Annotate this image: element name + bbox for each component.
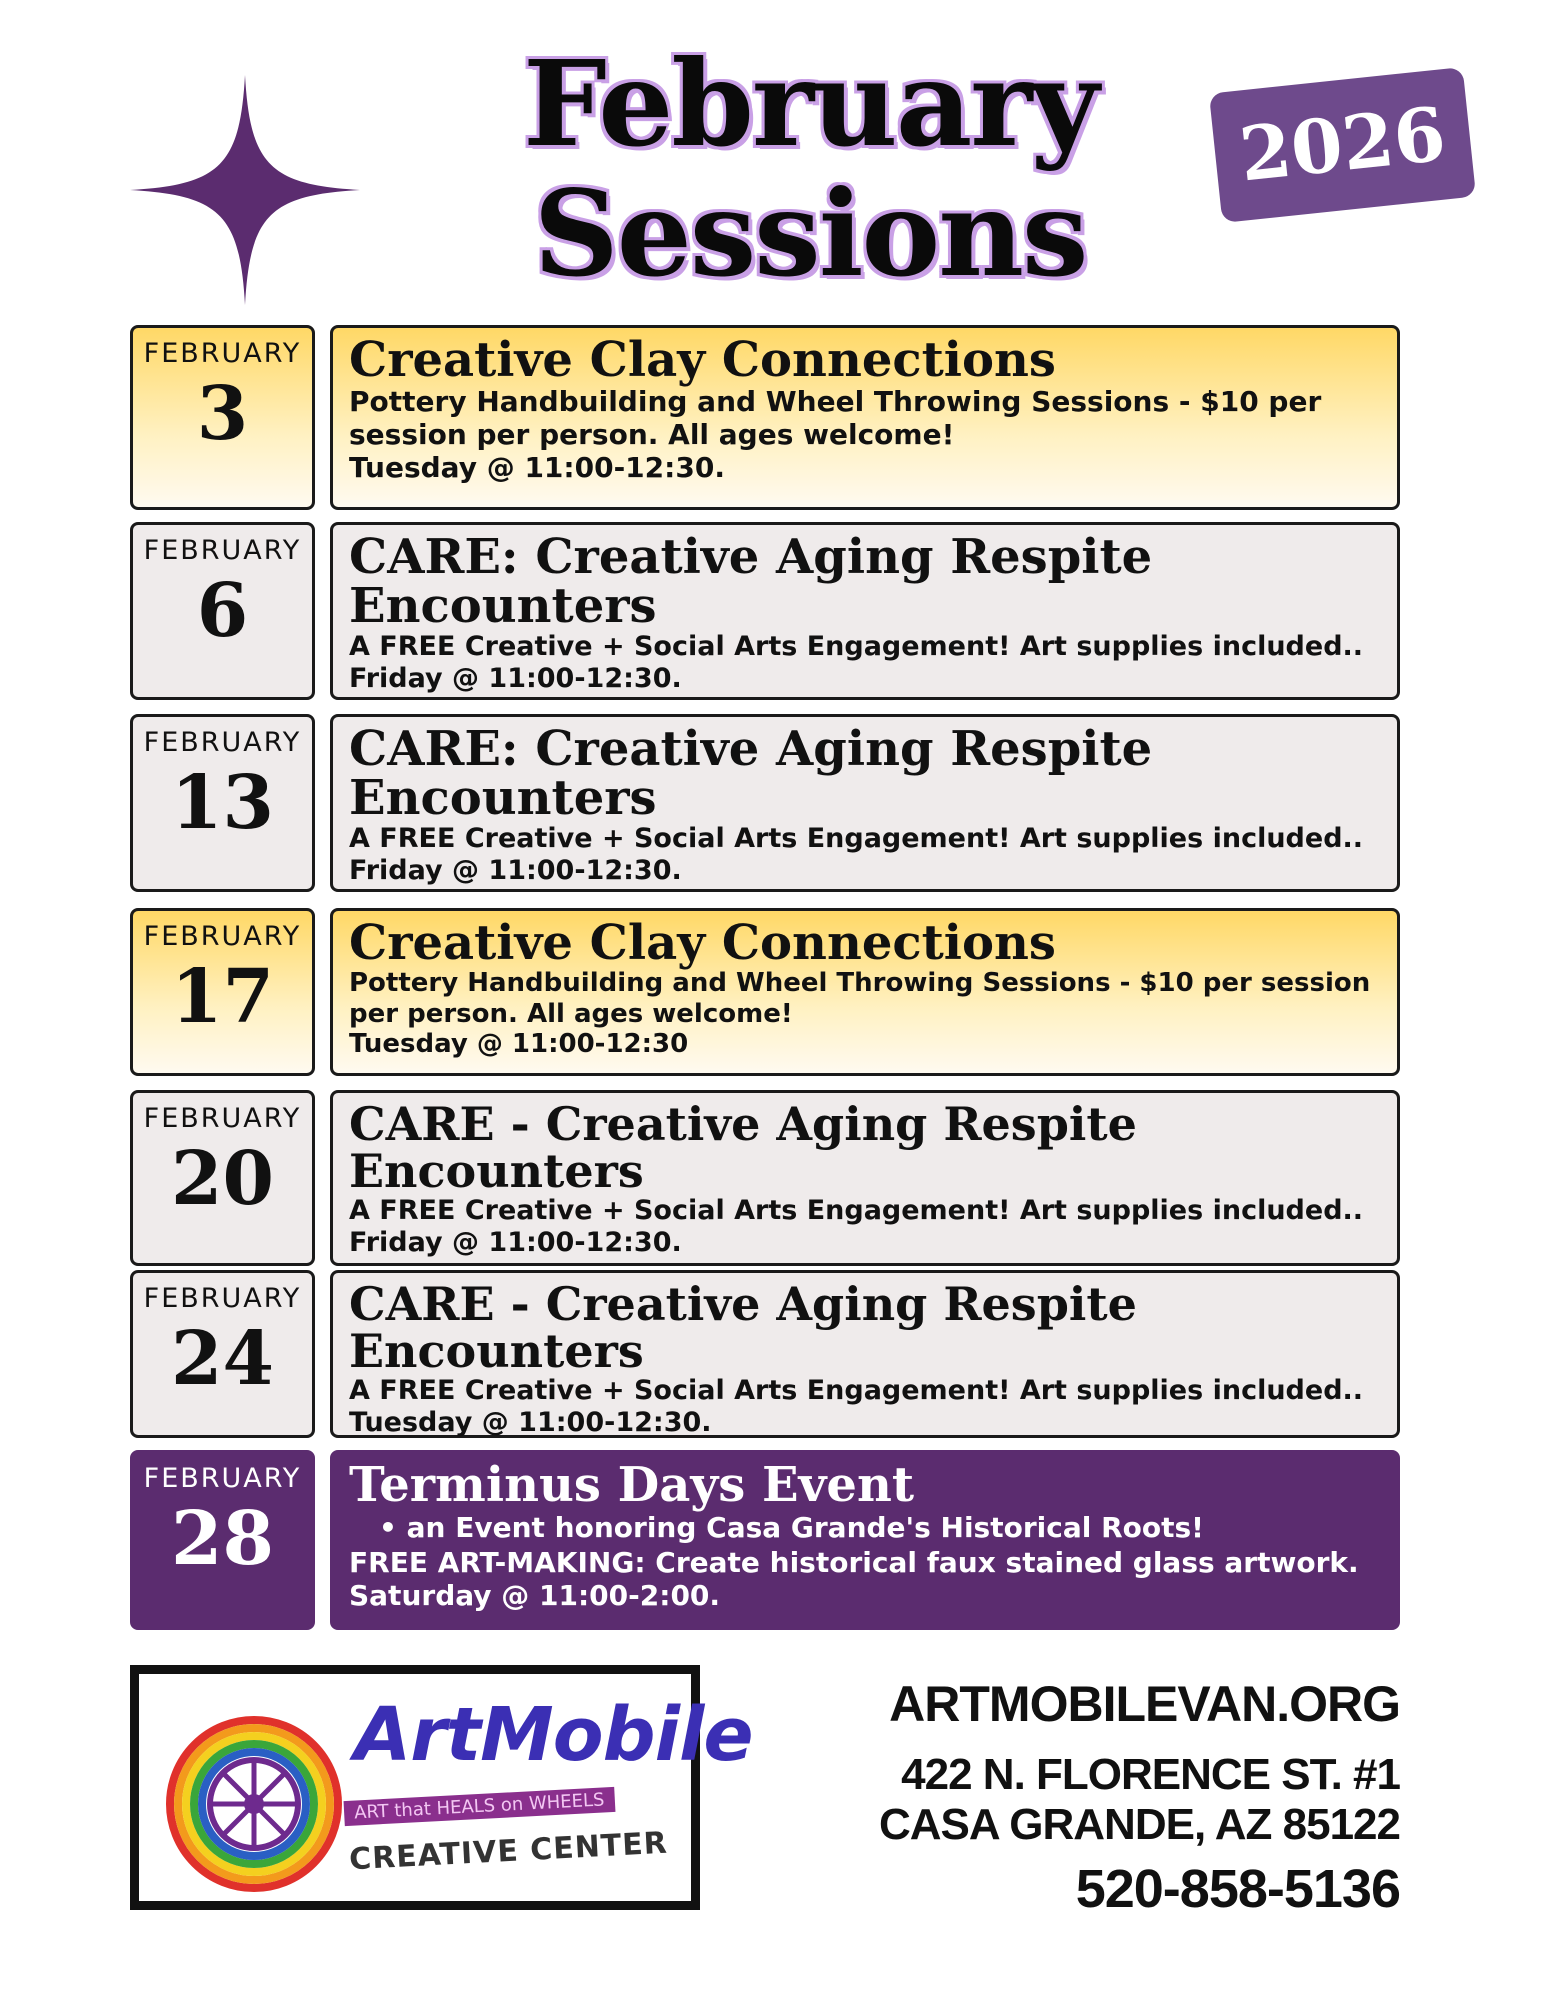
event-bullet: • an Event honoring Casa Grande's Historical Roots! <box>379 1510 1204 1544</box>
event-day: 6 <box>196 568 249 654</box>
event-description: Pottery Handbuilding and Wheel Throwing Sessions - $10 per session per person. All ages welcome! <box>349 967 1371 1029</box>
event-title: CARE - Creative Aging Respite Encounters <box>349 1277 1137 1378</box>
event-day: 13 <box>171 760 274 846</box>
event-info <box>330 714 1400 892</box>
event-info <box>330 1270 1400 1438</box>
address-line1: 422 N. FLORENCE ST. #1 <box>901 1750 1400 1799</box>
date-box <box>130 325 315 510</box>
event-title: Creative Clay Connections <box>349 915 1056 971</box>
date-box <box>130 1090 315 1266</box>
event-month: FEBRUARY <box>143 338 302 369</box>
event-description: FREE ART-MAKING: Create historical faux stained glass artwork. <box>349 1546 1359 1580</box>
logo-wordmark: ArtMobile <box>354 1692 753 1778</box>
event-info <box>330 908 1400 1076</box>
event-info <box>330 325 1400 510</box>
phone-number: 520-858-5136 <box>1075 1859 1400 1919</box>
page-title-line1: February <box>522 34 1098 173</box>
event-title: CARE - Creative Aging Respite Encounters <box>349 1097 1137 1198</box>
event-info <box>330 522 1400 700</box>
event-description: Pottery Handbuilding and Wheel Throwing Sessions - $10 per session per person. All ages welcome! <box>349 384 1322 451</box>
event-title: Terminus Days Event <box>349 1457 915 1513</box>
event-description: A FREE Creative + Social Arts Engagement! Art supplies included.. <box>349 822 1364 854</box>
event-day: 24 <box>171 1316 274 1402</box>
event-month: FEBRUARY <box>143 1103 302 1134</box>
event-description: A FREE Creative + Social Arts Engagement! Art supplies included.. <box>349 1374 1364 1406</box>
logo-subtitle: CREATIVE CENTER <box>348 1825 669 1878</box>
address-line2: CASA GRANDE, AZ 85122 <box>879 1800 1400 1849</box>
date-box <box>130 1450 315 1630</box>
event-description: A FREE Creative + Social Arts Engagement! Art supplies included.. <box>349 630 1364 662</box>
event-day: 28 <box>171 1496 274 1582</box>
artmobile-logo <box>130 1665 753 1910</box>
event-description: A FREE Creative + Social Arts Engagement! Art supplies included.. <box>349 1194 1364 1226</box>
event-time: Friday @ 11:00-12:30. <box>349 1226 682 1258</box>
event-title: Creative Clay Connections <box>349 332 1056 388</box>
event-day: 3 <box>196 371 249 457</box>
event-time: Saturday @ 11:00-2:00. <box>349 1579 721 1613</box>
event-time: Friday @ 11:00-12:30. <box>349 662 682 694</box>
event-time: Friday @ 11:00-12:30. <box>349 854 682 886</box>
year-badge: 2026 <box>1209 67 1476 223</box>
event-day: 20 <box>171 1136 274 1222</box>
page-title-line2: Sessions <box>533 164 1087 303</box>
event-day: 17 <box>171 954 274 1040</box>
event-title: CARE: Creative Aging Respite Encounters <box>349 529 1153 634</box>
event-month: FEBRUARY <box>143 727 302 758</box>
event-month: FEBRUARY <box>143 1463 302 1494</box>
event-time: Tuesday @ 11:00-12:30. <box>349 1406 712 1438</box>
event-info <box>330 1450 1400 1630</box>
four-point-star-icon <box>130 75 360 305</box>
event-month: FEBRUARY <box>143 921 302 952</box>
wagon-wheel-icon <box>164 1714 344 1894</box>
date-box <box>130 908 315 1076</box>
event-time: Tuesday @ 11:00-12:30. <box>349 451 725 485</box>
event-month: FEBRUARY <box>143 1283 302 1314</box>
date-box <box>130 522 315 700</box>
event-title: CARE: Creative Aging Respite Encounters <box>349 721 1153 826</box>
event-month: FEBRUARY <box>143 535 302 566</box>
event-info <box>330 1090 1400 1266</box>
date-box <box>130 1270 315 1438</box>
website-text: ARTMOBILEVAN.ORG <box>889 1676 1400 1732</box>
event-time: Tuesday @ 11:00-12:30 <box>349 1029 689 1060</box>
event-bullet-text: an Event honoring Casa Grande's Historical Roots! <box>406 1510 1204 1544</box>
logo-tagline: ART that HEALS on WHEELS <box>344 1787 616 1826</box>
date-box <box>130 714 315 892</box>
